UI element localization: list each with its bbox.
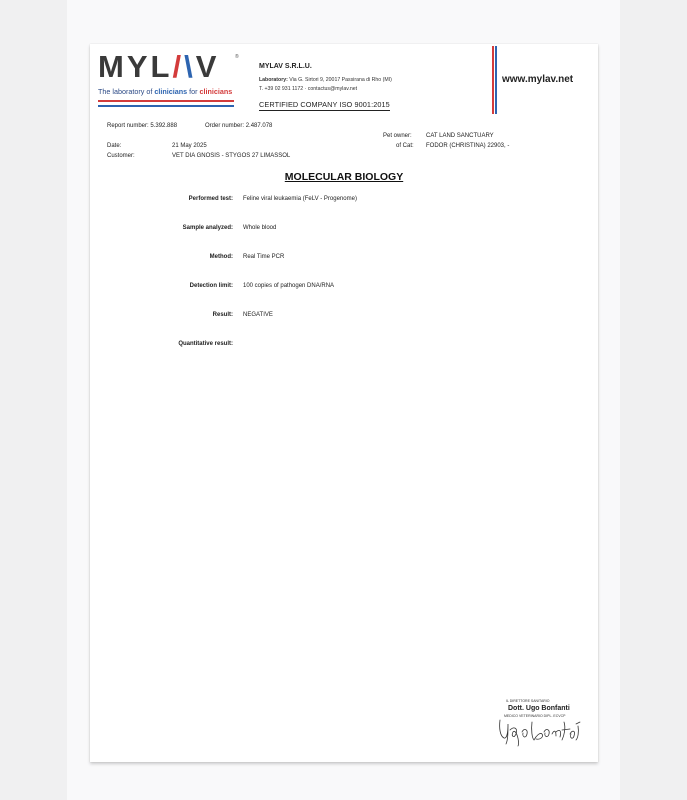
handwritten-signature bbox=[496, 712, 586, 748]
result-value: NEGATIVE bbox=[243, 312, 273, 318]
company-contact: T. +39 02 931 1172 · contactus@mylav.net bbox=[259, 86, 358, 92]
header-red-divider bbox=[492, 46, 494, 114]
of-cat-value: FODOR (CHRISTINA) 22903, - bbox=[426, 143, 510, 149]
logo-tagline: The laboratory of clinicians for clinicians bbox=[98, 87, 233, 96]
detection-limit-label: Detection limit: bbox=[189, 283, 233, 289]
iso-certification: CERTIFIED COMPANY ISO 9001:2015 bbox=[259, 100, 390, 109]
date-value: 21 May 2025 bbox=[172, 143, 207, 149]
pet-owner-label: Pet owner: bbox=[383, 133, 412, 139]
detection-limit-value: 100 copies of pathogen DNA/RNA bbox=[243, 283, 335, 289]
report-page bbox=[90, 44, 598, 762]
pet-owner-value: CAT LAND SANCTUARY bbox=[426, 133, 494, 139]
performed-test-value: Feline viral leukaemia (FeLV - Progenome) bbox=[243, 196, 357, 202]
sample-analyzed-label: Sample analyzed: bbox=[182, 225, 233, 231]
result-label: Result: bbox=[212, 312, 233, 318]
method-value: Real Time PCR bbox=[243, 254, 285, 260]
section-title: MOLECULAR BIOLOGY bbox=[284, 171, 404, 183]
header-blue-divider bbox=[495, 46, 497, 114]
mylav-logo: MYL/\V bbox=[98, 49, 220, 84]
customer-label: Customer: bbox=[107, 153, 135, 159]
order-number: Order number: 2.487.078 bbox=[205, 123, 273, 129]
date-label: Date: bbox=[107, 143, 122, 149]
company-address: Laboratory: Via G. Sirtori 9, 20017 Passirana di Rho (MI) bbox=[259, 77, 392, 83]
customer-value: VET DIA GNOSIS - STYGOS 27 LIMASSOL bbox=[172, 153, 291, 159]
of-cat-label: of Cat: bbox=[396, 143, 414, 149]
logo-blue-rule bbox=[98, 105, 234, 107]
performed-test-label: Performed test: bbox=[188, 196, 233, 202]
signature-name: Dott. Ugo Bonfanti bbox=[508, 705, 570, 712]
website-link[interactable]: www.mylav.net bbox=[502, 74, 574, 85]
report-number: Report number: 5.392.888 bbox=[107, 123, 178, 129]
signature-subtitle: MEDICO VETERINARIO DIPL. ECVCP bbox=[504, 714, 566, 718]
company-name: MYLAV S.R.L.U. bbox=[259, 63, 312, 70]
sample-analyzed-value: Whole blood bbox=[243, 225, 277, 231]
trademark-mark: ® bbox=[235, 54, 239, 60]
quantitative-result-label: Quantitative result: bbox=[178, 341, 233, 347]
logo-red-rule bbox=[98, 100, 234, 102]
method-label: Method: bbox=[209, 254, 233, 260]
signature-title: IL DIRETTORE SANITARIO bbox=[506, 699, 550, 703]
